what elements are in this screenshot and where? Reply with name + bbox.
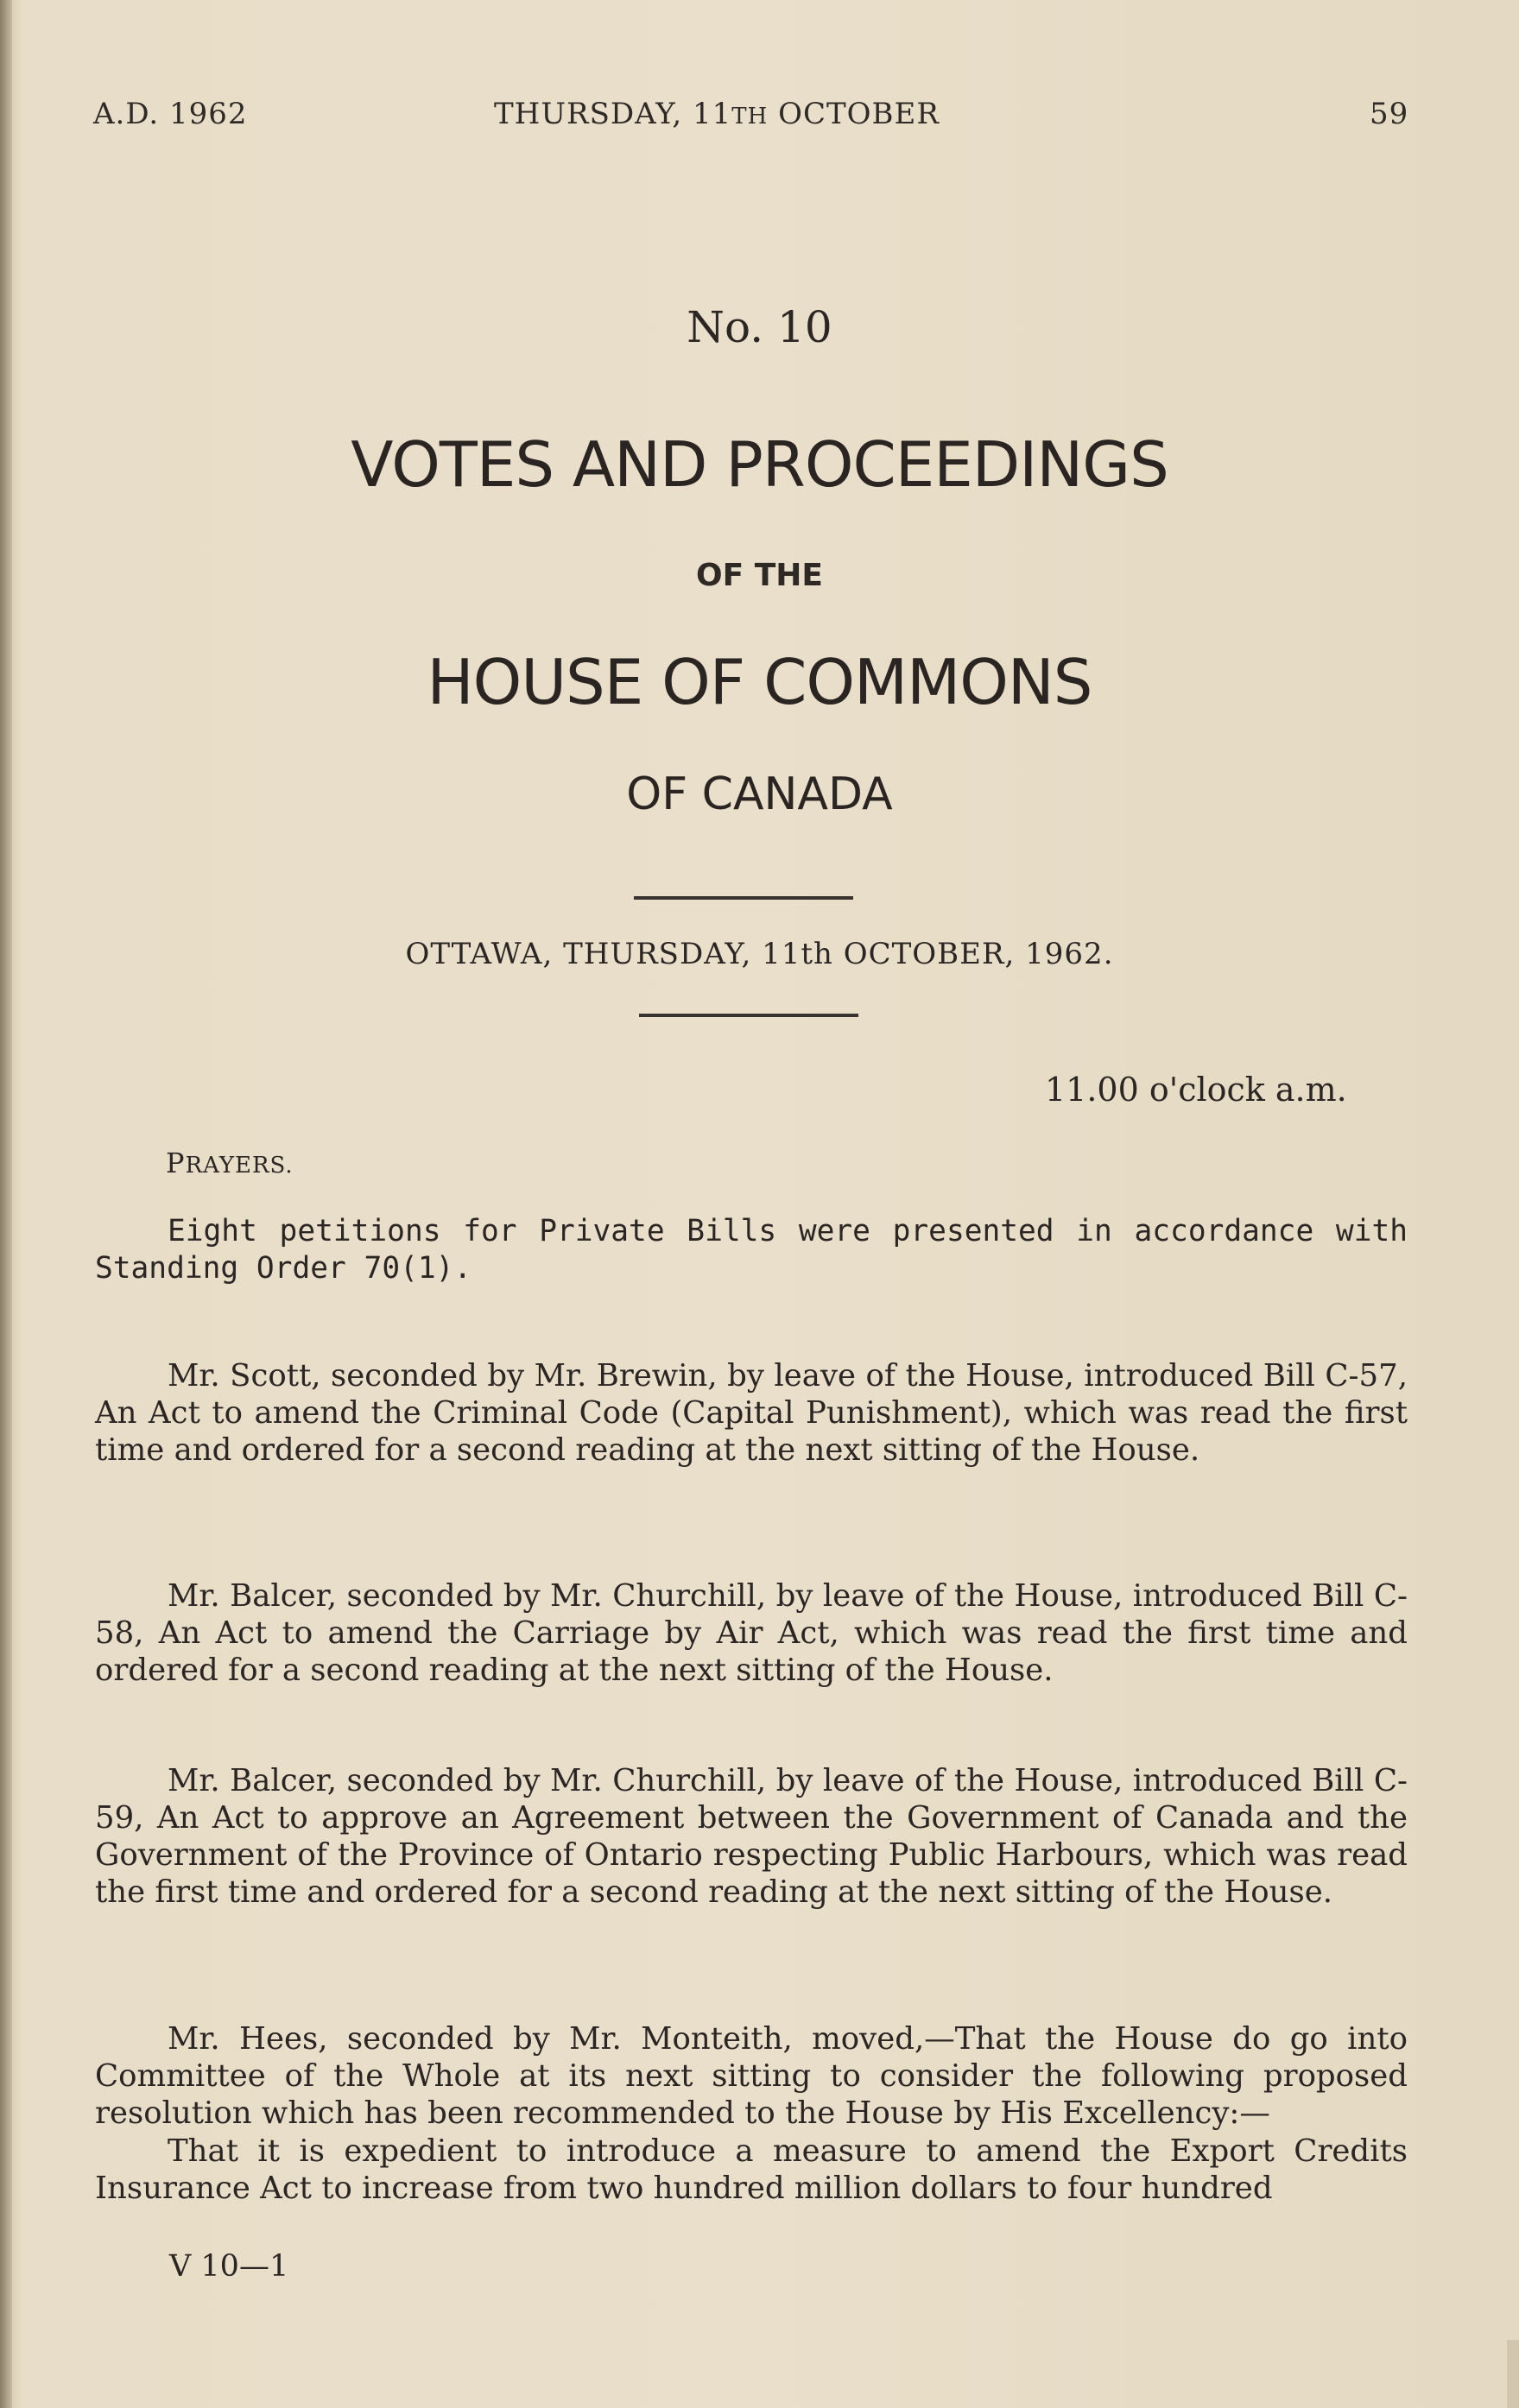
dateline: OTTAWA, THURSDAY, 11th OCTOBER, 1962.: [405, 937, 1114, 971]
paragraph-bill-c57: Mr. Scott, seconded by Mr. Brewin, by leave of the House, introduced Bill C-57, An Act to amend the Criminal Code (Capital Punishment), which was read the first time and ordered for a second reading at the next sitting of the House.: [95, 1358, 1408, 1468]
running-header-year: A.D. 1962: [93, 97, 248, 131]
signature-mark: V 10—1: [169, 2249, 289, 2284]
page-corner: [1507, 2340, 1519, 2408]
running-header-date: [494, 97, 940, 131]
paragraph-petitions: Eight petitions for Private Bills were presented in accordance with Standing Order 70(1).: [95, 1214, 1408, 1286]
paragraph-hees-motion: Mr. Hees, seconded by Mr. Monteith, moved,—That the House do go into Committee of the Whole at its next sitting to consider the following proposed resolution which has been recommended to the House by His Excellency:—: [95, 2021, 1408, 2131]
issue-number: No. 10: [687, 302, 832, 352]
title-house-of-commons: HOUSE OF COMMONS: [427, 646, 1092, 718]
paragraph-bill-c59: Mr. Balcer, seconded by Mr. Churchill, by leave of the House, introduced Bill C-59, An Act to approve an Agreement between the Government of Canada and the Government of the Province of Ontario respecting Public Harbours, which was read the first time and ordered for a second reading at the next sitting of the House.: [95, 1763, 1408, 1910]
sitting-time: 11.00 o'clock a.m.: [1045, 1071, 1347, 1109]
header-date-pre: THURSDAY, 11: [494, 97, 732, 131]
header-date-post: OCTOBER: [768, 97, 940, 131]
binding-edge: [0, 0, 12, 2408]
page-number: 59: [1370, 97, 1409, 131]
divider-rule-bottom: [639, 1014, 858, 1017]
paragraph-resolution: That it is expedient to introduce a measure to amend the Export Credits Insurance Act to increase from two hundred million dollars to four hundred: [95, 2133, 1408, 2206]
title-votes-and-proceedings: VOTES AND PROCEEDINGS: [351, 428, 1168, 501]
prayers-rest: RAYERS.: [185, 1153, 294, 1179]
title-of-canada: OF CANADA: [626, 768, 893, 820]
title-of-the: OF THE: [695, 558, 823, 593]
prayers-initial: P: [166, 1147, 186, 1179]
prayers-heading: [166, 1147, 294, 1179]
header-date-suffix: TH: [731, 104, 769, 130]
divider-rule-top: [634, 896, 853, 900]
paragraph-bill-c58: Mr. Balcer, seconded by Mr. Churchill, by leave of the House, introduced Bill C-58, An Act to amend the Carriage by Air Act, which was read the first time and ordered for a second reading at the next sitting of the House.: [95, 1578, 1408, 1688]
